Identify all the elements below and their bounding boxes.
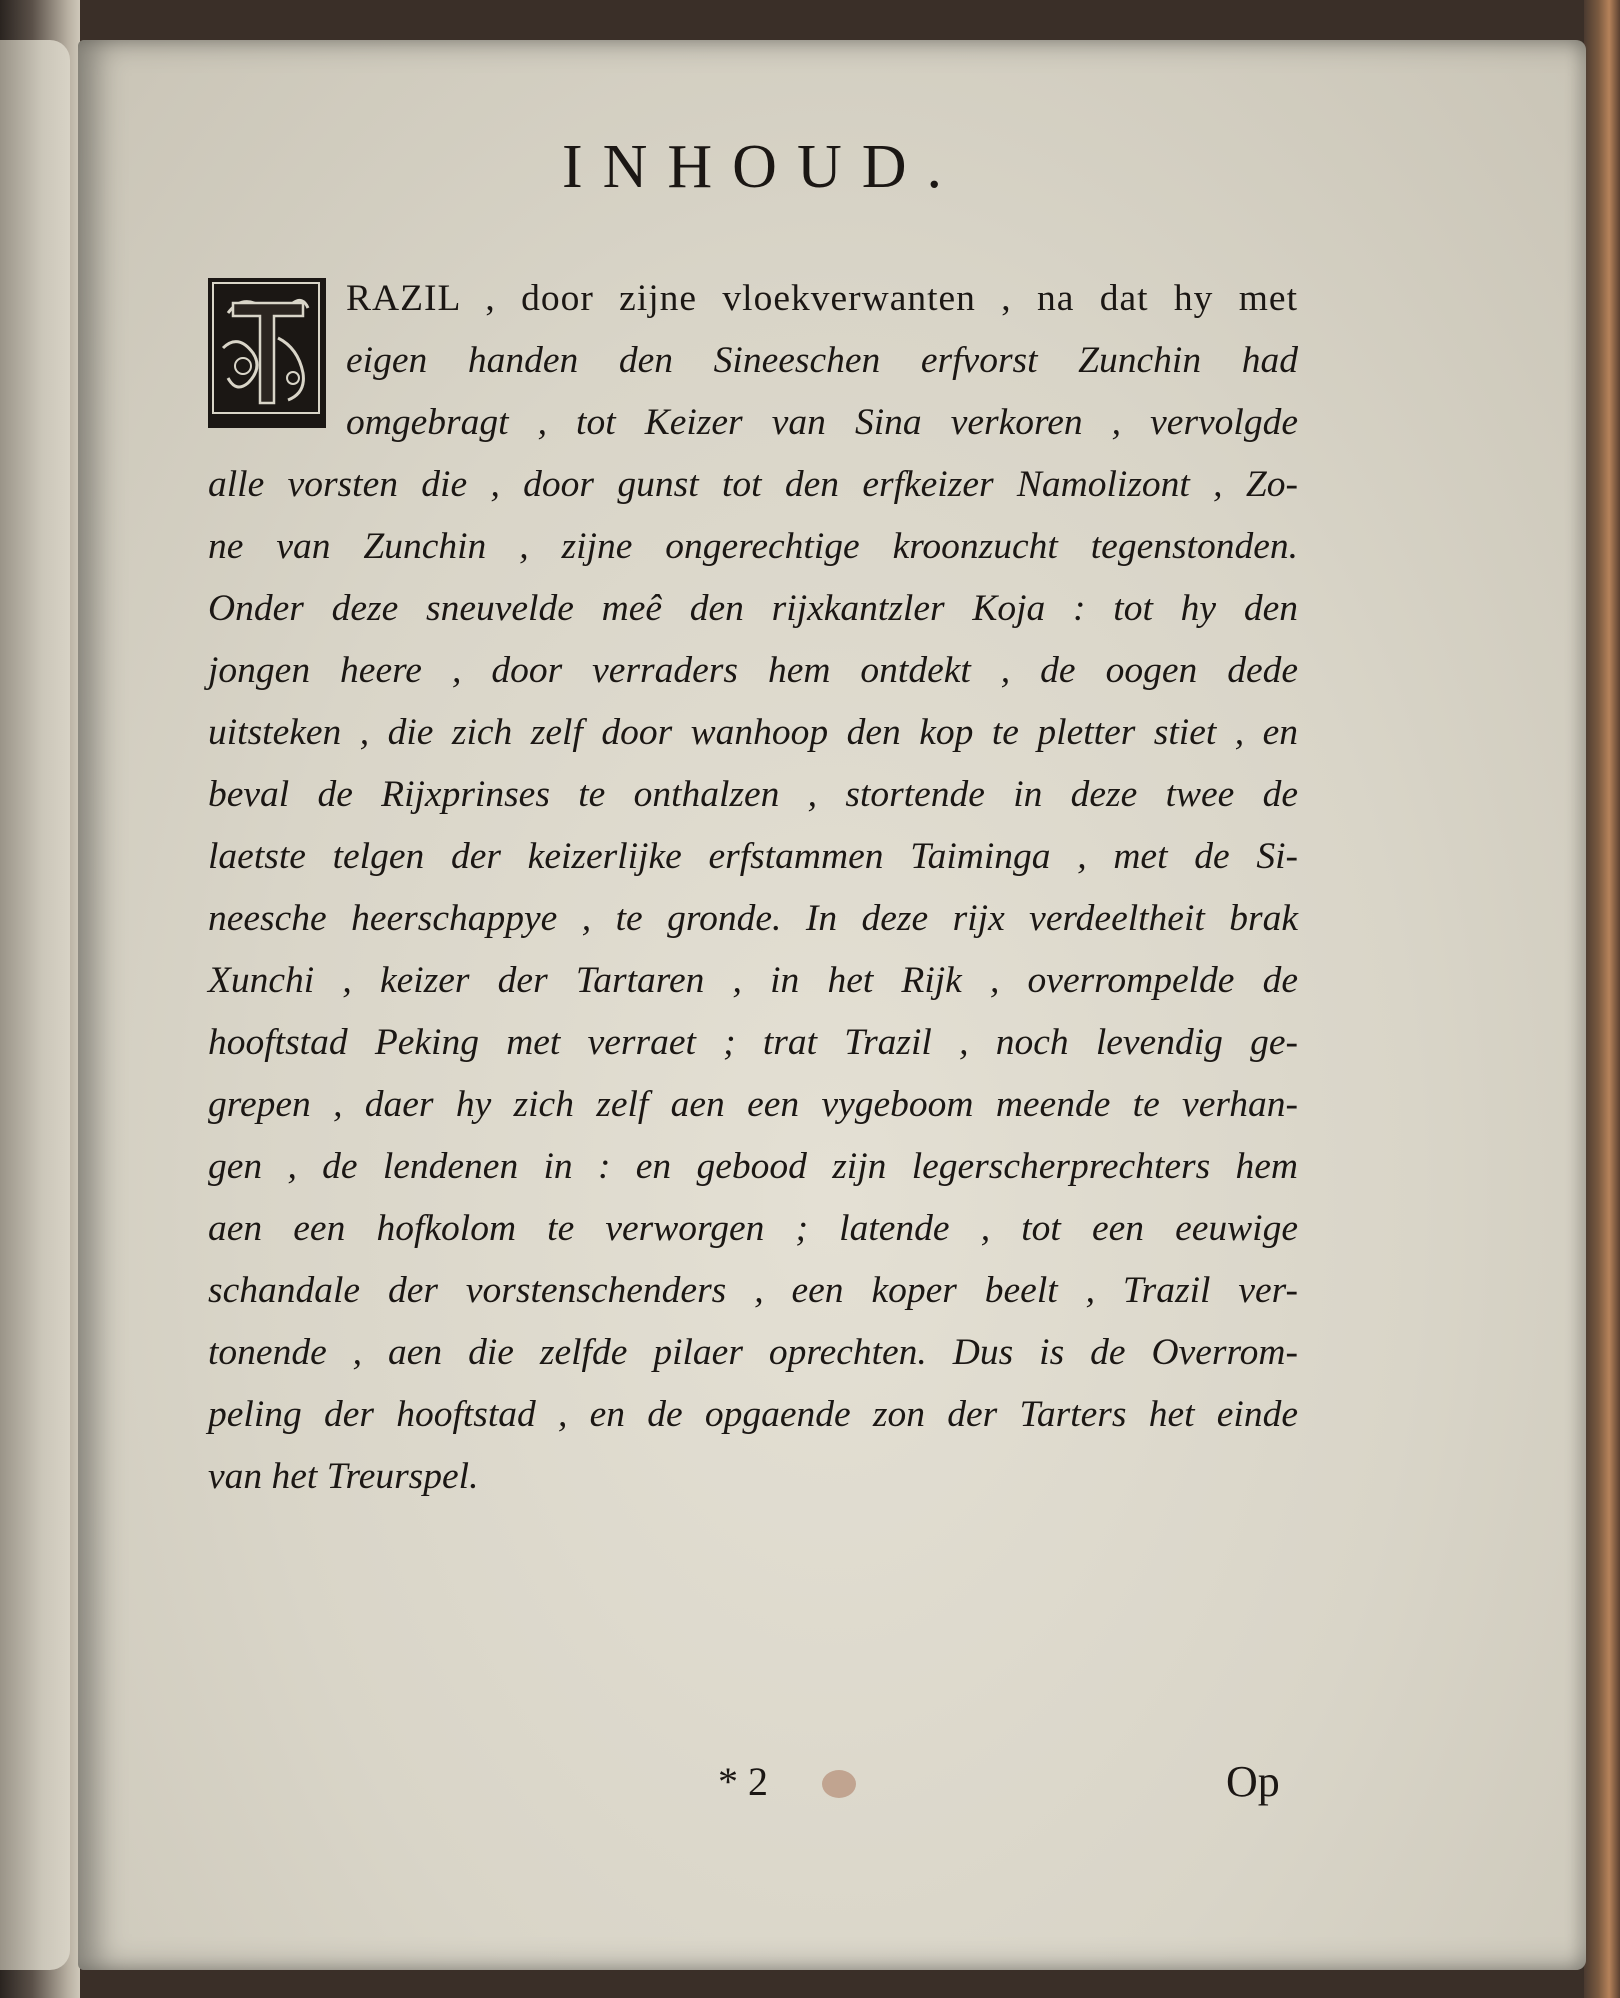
text-line bbox=[208, 1260, 1298, 1322]
text-line-11: neesche heerschappye , te gronde. In deze rijx verdeeltheit brak bbox=[208, 898, 1298, 939]
text-line-19: peling der hooftstad , en de opgaende zon der Tarters het einde bbox=[208, 1394, 1298, 1435]
text-line-9: beval de Rijxprinses te onthalzen , stortende in deze twee de bbox=[208, 774, 1298, 815]
text-line bbox=[208, 1198, 1298, 1260]
text-line bbox=[208, 1384, 1298, 1446]
text-line-2: eigen handen den Sineeschen erfvorst Zunchin had bbox=[346, 340, 1298, 381]
text-line-20: van het Treurspel. bbox=[208, 1456, 479, 1497]
text-line bbox=[208, 454, 1298, 516]
text-line-10: laetste telgen der keizerlijke erfstammen Taiminga , met de Si- bbox=[208, 836, 1298, 877]
book-cover-edge bbox=[1584, 0, 1620, 1998]
text-line bbox=[208, 330, 1298, 392]
text-line-6: Onder deze sneuvelde meê den rijxkantzler Koja : tot hy den bbox=[208, 588, 1298, 629]
text-line-13: hooftstad Peking met verraet ; trat Trazil , noch levendig ge- bbox=[208, 1022, 1298, 1063]
text-line-12: Xunchi , keizer der Tartaren , in het Rijk , overrompelde de bbox=[208, 960, 1298, 1001]
text-line bbox=[208, 1012, 1298, 1074]
text-line-4: alle vorsten die , door gunst tot den erfkeizer Namolizont , Zo- bbox=[208, 464, 1298, 505]
text-line bbox=[208, 826, 1298, 888]
catchword: Op bbox=[1226, 1757, 1280, 1806]
text-line bbox=[208, 516, 1298, 578]
text-line bbox=[208, 1446, 1298, 1508]
page-heading: INHOUD. bbox=[561, 133, 963, 201]
text-line bbox=[208, 1136, 1298, 1198]
text-line-18: tonende , aen die zelfde pilaer oprechten. Dus is de Overrom- bbox=[208, 1332, 1298, 1373]
text-line bbox=[208, 888, 1298, 950]
text-line bbox=[208, 702, 1298, 764]
text-line bbox=[208, 640, 1298, 702]
paper-stain bbox=[822, 1770, 856, 1798]
text-line bbox=[208, 392, 1298, 454]
text-line bbox=[208, 268, 1298, 330]
text-line-16: aen een hofkolom te verworgen ; latende , tot een eeuwige bbox=[208, 1208, 1298, 1249]
svg-text:T: T bbox=[265, 378, 267, 379]
text-line-3: omgebragt , tot Keizer van Sina verkoren , vervolgde bbox=[346, 402, 1298, 443]
text-line-15: gen , de lendenen in : en gebood zijn legerscherprechters hem bbox=[208, 1146, 1298, 1187]
sheet-signature: * 2 bbox=[718, 1759, 768, 1804]
text-line-7: jongen heere , door verraders hem ontdekt , de oogen dede bbox=[208, 650, 1298, 691]
body-text bbox=[208, 268, 1298, 1508]
text-line bbox=[208, 578, 1298, 640]
text-line bbox=[208, 764, 1298, 826]
text-line-14: grepen , daer hy zich zelf aen een vygeboom meende te verhan- bbox=[208, 1084, 1298, 1125]
text-line bbox=[208, 1074, 1298, 1136]
text-line-8: uitsteken , die zich zelf door wanhoop den kop te pletter stiet , en bbox=[208, 712, 1298, 753]
text-line bbox=[208, 950, 1298, 1012]
facing-page-edge bbox=[0, 40, 70, 1970]
text-line-17: schandale der vorstenschenders , een koper beelt , Trazil ver- bbox=[208, 1270, 1298, 1311]
text-line-5: ne van Zunchin , zijne ongerechtige kroonzucht tegenstonden. bbox=[208, 526, 1298, 567]
text-line bbox=[208, 1322, 1298, 1384]
text-line-1: RAZIL , door zijne vloekverwanten , na dat hy met bbox=[346, 278, 1298, 319]
